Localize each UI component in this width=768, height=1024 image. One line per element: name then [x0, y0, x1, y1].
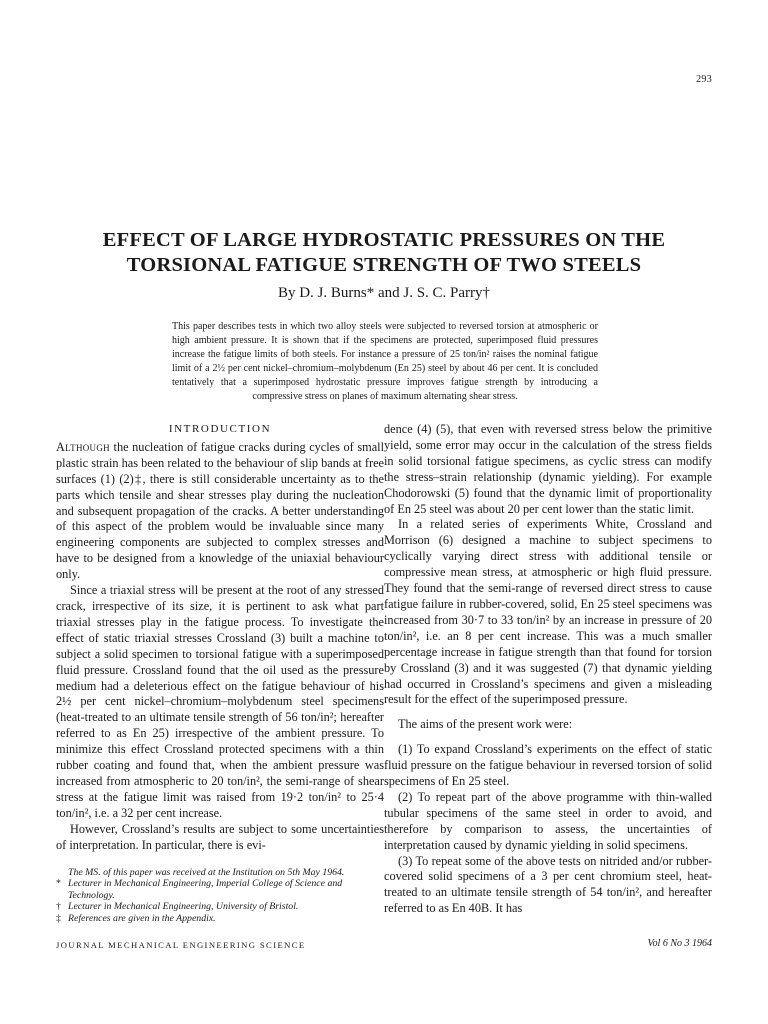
footnote-text: The MS. of this paper was received at the Institution on 5th May 1964.: [68, 867, 345, 878]
title-line-1: EFFECT OF LARGE HYDROSTATIC PRESSURES ON THE: [102, 229, 666, 251]
intro-paragraph-1: [56, 440, 384, 583]
left-column: [56, 422, 384, 853]
footnote-mark: †: [56, 901, 61, 913]
right-paragraph-1: dence (4) (5), that even with reversed stress below the primitive yield, some error may occur in the calculation of the stress fields in solid torsional fatigue specimens, as cyclic stress can modify the stress–strain relationship (dynamic yielding). For example Chodorowski (5) found that the dynamic limit of proportionality of En 25 steel was about 20 per cent lower than the static limit.: [384, 422, 712, 516]
footnote-author-1: [56, 878, 384, 901]
footnotes: [56, 867, 384, 924]
footnote-references: [56, 913, 384, 924]
footnote-author-2: [56, 901, 384, 912]
right-paragraph-2: In a related series of experiments White, Crossland and Morrison (6) designed a machine to subject specimens to cyclically varying direct stress with additional tensile or compressive mean stress, at atmospheric or high fluid pressure. They found that the semi-range of reversed direct stress to cause fatigue failure in rubber-covered, solid, En 25 steel specimens was increased from 30·7 to 33 ton/in² by an increase in pressure of 20 ton/in², i.e. an 8 per cent increase. This was a much smaller percentage increase in fatigue strength than that found for torsion by Crossland (3) and it was suggested (7) that dynamic yielding had occurred in Crossland’s specimens and given a misleading result for the effect of the superimposed pressure.: [384, 517, 712, 707]
journal-name: JOURNAL MECHANICAL ENGINEERING SCIENCE: [56, 940, 306, 950]
footnote-text: References are given in the Appendix.: [68, 912, 216, 924]
section-heading-introduction: INTRODUCTION: [168, 423, 272, 435]
intro-paragraph-1-text: the nucleation of fatigue cracks during cycles of small plastic strain has been related to the behaviour of slip bands at free surfaces (1) (2)‡, there is still considerable uncertainty as to the parts which tensile and shear stresses play during the nucleation and subsequent propagation of the cracks. A better understanding of this aspect of the problem would be invaluable since many engineering components are subjected to complex stresses and have to be designed from a knowledge of the uniaxial behaviour only.: [56, 439, 384, 582]
paper-title: [60, 228, 708, 278]
footnote-mark: ‡: [56, 912, 61, 924]
right-column: [384, 422, 712, 917]
footnote-mark: *: [56, 878, 61, 890]
title-line-2: TORSIONAL FATIGUE STRENGTH OF TWO STEELS: [126, 254, 642, 276]
aim-3: (3) To repeat some of the above tests on nitrided and/or rubber-covered solid specimens of a 3 per cent chromium steel, heat-treated to an ultimate tensile strength of 54 ton/in², and hereafter referred to as En 40B. It has: [384, 853, 712, 916]
aims-intro: The aims of the present work were:: [398, 717, 573, 732]
aim-1: (1) To expand Crossland’s experiments on the effect of static fluid pressure on the fatigue behaviour in reversed torsion of solid specimens of En 25 steel.: [384, 742, 712, 789]
author-line: By D. J. Burns* and J. S. C. Parry†: [277, 285, 491, 301]
intro-paragraph-2: Since a triaxial stress will be present at the root of any stressed crack, irrespective of its size, it is pertinent to ask what part triaxial stresses play in the fatigue process. To investigate the effect of static triaxial stresses Crossland (3) built a machine to subject a solid specimen to torsional fatigue with a superimposed fluid pressure. Crossland found that the oil used as the pressure medium had a deleterious effect on the fatigue behaviour of his 2½ per cent nickel–chromium–molybdenum steel specimens (heat-treated to an ultimate tensile strength of 56 ton/in²; hereafter referred to as En 25) irrespective of the ambient pressure. To minimize this effect Crossland protected specimens with a thin rubber coating and found that, when the ambient pressure was increased from atmospheric to 20 ton/in², the semi-range of shear stress at the fatigue limit was raised from 19·2 ton/in² to 25·4 ton/in², i.e. a 32 per cent increase.: [56, 583, 384, 820]
footnote-text: Lecturer in Mechanical Engineering, University of Bristol.: [68, 901, 299, 913]
footnote-text: Lecturer in Mechanical Engineering, Imperial College of Science and Technology.: [68, 878, 343, 901]
abstract: This paper describes tests in which two alloy steels were subjected to reversed torsion at atmospheric or high ambient pressure. It is shown that if the specimens are protected, superimposed fluid pressures increase the fatigue limits of both steels. For instance a pressure of 25 ton/in² raises the nominal fatigue limit of a 2½ per cent nickel–chromium–molybdenum (En 25) steel by about 46 per cent. It is concluded tentatively that a superimposed hydrostatic pressure improves fatigue strength by introducing a compressive stress on planes of maximum alternating shear stress.: [172, 321, 598, 402]
intro-paragraph-3: However, Crossland’s results are subject to some uncertainties of interpretation. In particular, there is evi-: [56, 821, 384, 852]
footnote-received: [56, 867, 384, 878]
lead-word: Although: [56, 439, 110, 454]
title-block: [60, 228, 708, 302]
footnote-mark: [56, 867, 68, 878]
aim-2: (2) To repeat part of the above programme with thin-walled tubular specimens of the same steel in order to avoid, and therefore by comparison to assess, the uncertainties of interpretation caused by dynamic yielding in solid specimens.: [384, 789, 712, 852]
volume-info: Vol 6 No 3 1964: [647, 938, 712, 949]
page-number: 293: [696, 74, 712, 85]
